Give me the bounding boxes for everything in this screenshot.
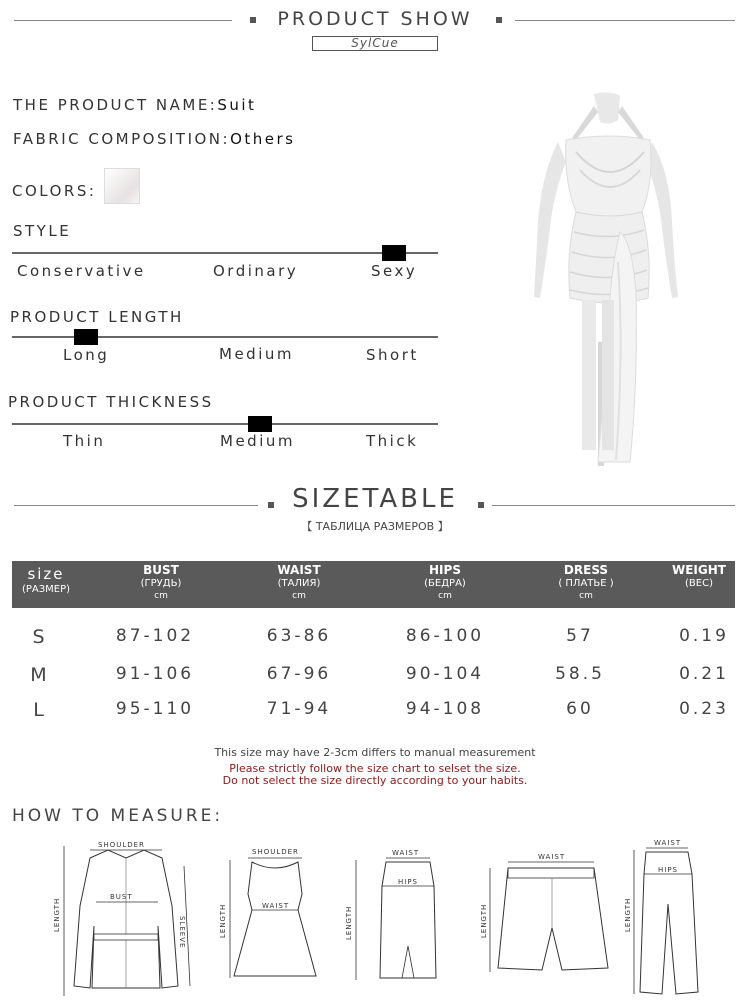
sizetable-title: SIZETABLE	[292, 484, 458, 514]
pants-hips-label: HIPS	[658, 866, 678, 874]
jacket-bust-label: BUST	[110, 893, 133, 901]
pants-length-label: LENGTH	[624, 897, 632, 932]
row-s-hips: 86-100	[405, 626, 485, 646]
note-line-3: Do not select the size directly according to your habits.	[222, 774, 528, 787]
colors-label: COLORS:	[12, 182, 97, 200]
header-square-right	[496, 17, 502, 23]
jacket-shoulder-label: SHOULDER	[98, 841, 145, 849]
thickness-option-thick: Thick	[366, 432, 419, 450]
row-m-hips: 90-104	[405, 664, 485, 684]
measure-jacket-diagram	[50, 836, 200, 1000]
style-label: STYLE	[13, 222, 72, 240]
row-l-hips: 94-108	[405, 699, 485, 719]
thickness-marker	[248, 416, 272, 432]
row-s-bust: 87-102	[115, 626, 195, 646]
measure-skirt-diagram	[340, 846, 450, 986]
pants-waist-label: WAIST	[654, 839, 682, 847]
length-option-short: Short	[366, 346, 419, 364]
row-l-dress: 60	[566, 699, 594, 719]
thickness-option-medium: Medium	[220, 432, 295, 450]
dress-length-label: LENGTH	[219, 903, 227, 938]
row-m-weight: 0.21	[679, 664, 729, 684]
header-line-right	[515, 20, 735, 21]
color-swatch[interactable]	[104, 168, 140, 204]
jacket-sleeve-label: SLEEVE	[178, 916, 186, 949]
row-l-size: L	[33, 699, 47, 721]
col-waist: WAIST (ТАЛИЯ) cm	[277, 563, 321, 601]
table-header	[12, 561, 735, 608]
measure-dress-diagram	[212, 844, 322, 984]
length-option-medium: Medium	[219, 345, 294, 363]
row-m-waist: 67-96	[266, 664, 332, 684]
style-option-conservative: Conservative	[17, 262, 146, 280]
row-l-bust: 95-110	[115, 699, 195, 719]
length-label: PRODUCT LENGTH	[10, 308, 184, 326]
sizetable-line-right	[492, 505, 735, 506]
fabric-label: FABRIC COMPOSITION:	[13, 130, 231, 148]
brand-label: SylCue	[312, 36, 438, 51]
product-photo	[520, 92, 700, 466]
fabric-row	[13, 130, 295, 148]
skirt-waist-label: WAIST	[392, 849, 420, 857]
fabric-value: Others	[230, 130, 296, 148]
thickness-track	[12, 423, 438, 425]
dress-waist-label: WAIST	[262, 902, 290, 910]
skirt-length-label: LENGTH	[345, 905, 353, 940]
col-dress: DRESS ( ПЛАТЬЕ ) cm	[558, 563, 614, 601]
product-name-row	[13, 96, 256, 114]
col-weight: WEIGHT (ВЕС)	[672, 563, 726, 589]
row-m-bust: 91-106	[115, 664, 195, 684]
skirt-hips-label: HIPS	[398, 878, 418, 886]
product-name-value: Suit	[217, 96, 257, 114]
style-option-ordinary: Ordinary	[213, 262, 299, 280]
length-option-long: Long	[63, 346, 110, 364]
note-line-2: Please strictly follow the size chart to selset the size.	[229, 762, 521, 775]
shorts-length-label: LENGTH	[480, 903, 488, 938]
thickness-label: PRODUCT THICKNESS	[8, 393, 214, 411]
col-size: size (РАЗМЕР)	[21, 565, 71, 595]
measure-pants-diagram	[622, 834, 702, 998]
length-marker	[74, 329, 98, 345]
row-m-size: M	[30, 664, 50, 686]
col-bust: BUST (ГРУДЬ) cm	[140, 563, 182, 601]
row-l-weight: 0.23	[679, 699, 729, 719]
col-hips: HIPS (БЕДРА) cm	[424, 563, 466, 601]
style-option-sexy: Sexy	[371, 262, 418, 280]
note-line-1: This size may have 2-3cm differs to manual measurement	[214, 746, 536, 759]
product-name-label: THE PRODUCT NAME:	[13, 96, 218, 114]
style-track	[12, 252, 438, 254]
dress-shoulder-label: SHOULDER	[252, 848, 299, 856]
style-marker	[382, 245, 406, 261]
row-m-dress: 58.5	[555, 664, 605, 684]
shorts-waist-label: WAIST	[538, 853, 566, 861]
thickness-option-thin: Thin	[63, 432, 106, 450]
sizetable-square-right	[478, 502, 484, 508]
measure-shorts-diagram	[478, 848, 618, 978]
row-s-dress: 57	[566, 626, 594, 646]
jacket-length-label: LENGTH	[53, 897, 61, 932]
sizetable-subtitle: 【 ТАБЛИЦА РАЗМЕРОВ 】	[301, 520, 449, 533]
row-s-waist: 63-86	[266, 626, 332, 646]
row-l-waist: 71-94	[266, 699, 332, 719]
how-to-measure-title: HOW TO MEASURE:	[12, 806, 224, 826]
row-s-weight: 0.19	[679, 626, 729, 646]
row-s-size: S	[32, 626, 48, 648]
page-title: PRODUCT SHOW	[277, 8, 473, 30]
